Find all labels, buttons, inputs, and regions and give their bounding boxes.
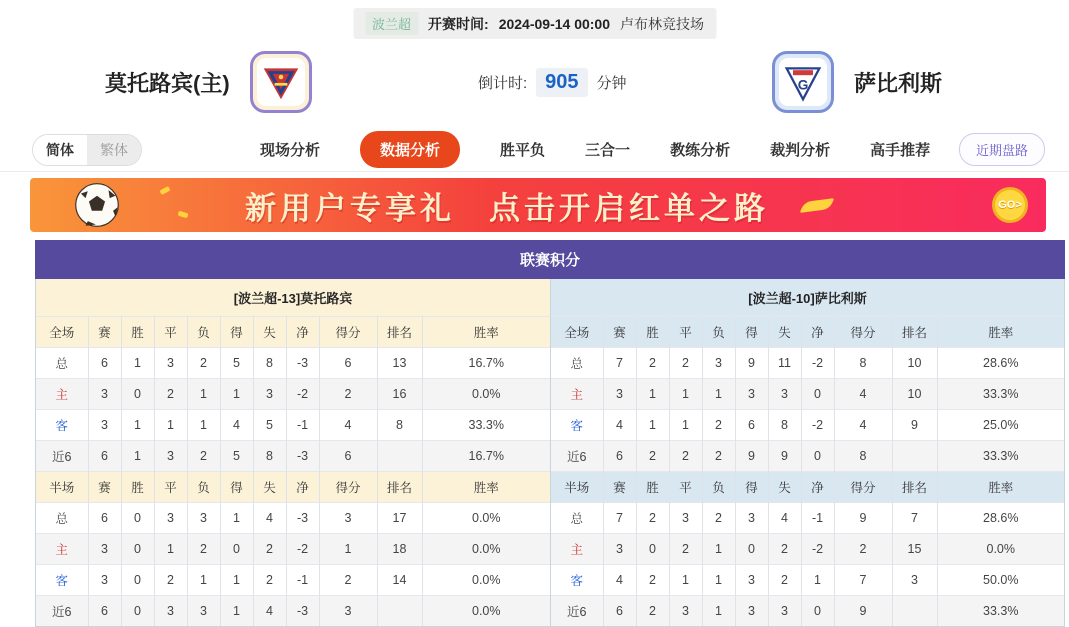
- home-table-header: [波兰超-13]莫托路宾: [36, 279, 550, 317]
- stat-cell: 1: [220, 503, 253, 534]
- home-team-name: 莫托路宾(主): [105, 70, 230, 96]
- league-points-section: [35, 240, 1065, 627]
- stat-cell: 1: [154, 410, 187, 441]
- home-team-table: [36, 279, 550, 626]
- away-team-logo: [772, 51, 834, 113]
- stat-cell: 16.7%: [422, 348, 550, 379]
- stat-cell: 2: [253, 565, 286, 596]
- stat-cell: 2: [834, 534, 892, 565]
- stat-cell: 13: [377, 348, 422, 379]
- column-header: 排名: [377, 317, 422, 348]
- table-row: [551, 441, 1064, 472]
- column-header: 净: [801, 472, 834, 503]
- banner-headline-left: 新用户专享礼: [245, 190, 455, 226]
- nav-tab-1[interactable]: 数据分析: [360, 131, 460, 168]
- stat-cell: -2: [286, 534, 319, 565]
- column-header: 半场: [36, 472, 88, 503]
- stat-cell: 0.0%: [422, 534, 550, 565]
- banner-headline: [245, 183, 831, 228]
- column-header: 得: [220, 317, 253, 348]
- table-row: [36, 596, 550, 627]
- stat-cell: 3: [187, 596, 220, 627]
- stat-cell: 1: [319, 534, 377, 565]
- stat-cell: 1: [220, 565, 253, 596]
- stat-cell: 0: [636, 534, 669, 565]
- stat-cell: 3: [892, 565, 937, 596]
- go-button[interactable]: GO>: [992, 187, 1028, 223]
- venue-name: 卢布林竞技场: [620, 15, 704, 32]
- kickoff-time: 2024-09-14 00:00: [498, 15, 610, 32]
- stat-cell: 2: [319, 565, 377, 596]
- stat-cell: 28.6%: [937, 348, 1064, 379]
- nav-tab-4[interactable]: 教练分析: [670, 142, 731, 159]
- row-label: 总: [551, 348, 603, 379]
- column-header: 净: [286, 317, 319, 348]
- stat-cell: 6: [88, 441, 121, 472]
- column-header: 平: [669, 472, 702, 503]
- stat-cell: -2: [286, 379, 319, 410]
- stat-cell: 1: [702, 534, 735, 565]
- column-header: 赛: [603, 472, 636, 503]
- stat-cell: 6: [88, 596, 121, 627]
- confetti-decoration: [177, 211, 188, 219]
- stat-cell: 2: [154, 379, 187, 410]
- stat-cell: 5: [220, 441, 253, 472]
- stat-cell: 4: [603, 410, 636, 441]
- stat-cell: 1: [636, 379, 669, 410]
- stat-cell: 10: [892, 379, 937, 410]
- stat-cell: 9: [768, 441, 801, 472]
- column-header: 平: [154, 317, 187, 348]
- stat-cell: 0: [121, 534, 154, 565]
- column-header: 负: [702, 317, 735, 348]
- row-label: 近6: [36, 596, 88, 627]
- stat-cell: 7: [834, 565, 892, 596]
- stat-cell: 1: [669, 565, 702, 596]
- league-table-halves: [35, 279, 1065, 627]
- row-label: 主: [36, 534, 88, 565]
- stat-cell: 16: [377, 379, 422, 410]
- home-stats-table: [36, 279, 550, 626]
- stat-cell: 4: [253, 503, 286, 534]
- row-label: 主: [551, 534, 603, 565]
- stat-cell: 0.0%: [422, 379, 550, 410]
- stat-cell: 2: [669, 534, 702, 565]
- stat-cell: 4: [768, 503, 801, 534]
- stat-cell: 0.0%: [422, 565, 550, 596]
- stat-cell: 6: [88, 503, 121, 534]
- column-header: 排名: [892, 472, 937, 503]
- column-header: 得: [220, 472, 253, 503]
- stat-cell: 10: [892, 348, 937, 379]
- stat-cell: 2: [702, 410, 735, 441]
- stat-cell: [377, 596, 422, 627]
- countdown-value: 905: [536, 68, 587, 97]
- stat-cell: 3: [735, 565, 768, 596]
- column-header: 失: [253, 317, 286, 348]
- stat-cell: 2: [636, 503, 669, 534]
- stat-cell: 3: [88, 410, 121, 441]
- stat-cell: 8: [253, 348, 286, 379]
- table-row: [36, 503, 550, 534]
- stat-cell: -3: [286, 348, 319, 379]
- column-header: 赛: [88, 472, 121, 503]
- stat-cell: 0.0%: [422, 596, 550, 627]
- table-row: [36, 348, 550, 379]
- column-header: 胜: [121, 317, 154, 348]
- stat-cell: 2: [154, 565, 187, 596]
- nav-tab-6[interactable]: 高手推荐: [870, 142, 931, 159]
- row-label: 近6: [36, 441, 88, 472]
- column-header: 胜: [636, 317, 669, 348]
- stat-cell: -1: [286, 565, 319, 596]
- table-row: [551, 379, 1064, 410]
- stat-cell: 1: [121, 410, 154, 441]
- table-row: [36, 410, 550, 441]
- stat-cell: 2: [768, 565, 801, 596]
- swoosh-decoration: [800, 198, 835, 213]
- column-header: 得分: [834, 317, 892, 348]
- column-header: 赛: [88, 317, 121, 348]
- stat-cell: 17: [377, 503, 422, 534]
- away-stats-table: [551, 279, 1064, 626]
- away-crest-icon: [779, 58, 827, 106]
- stat-cell: 1: [669, 410, 702, 441]
- row-label: 近6: [551, 441, 603, 472]
- stat-cell: 15: [892, 534, 937, 565]
- stat-cell: -2: [801, 348, 834, 379]
- stat-cell: 9: [735, 441, 768, 472]
- stat-cell: 4: [834, 410, 892, 441]
- stat-cell: -2: [801, 534, 834, 565]
- stat-cell: 3: [735, 596, 768, 627]
- stat-cell: 3: [88, 565, 121, 596]
- kickoff-bar: [353, 8, 716, 39]
- column-header: 得分: [319, 472, 377, 503]
- nav-tab-5[interactable]: 裁判分析: [770, 142, 831, 159]
- away-team-block: [772, 42, 942, 122]
- stat-cell: 8: [834, 441, 892, 472]
- language-toggle: [32, 134, 142, 166]
- stat-cell: 4: [319, 410, 377, 441]
- stat-cell: 3: [669, 596, 702, 627]
- stat-cell: 3: [154, 596, 187, 627]
- stat-cell: 3: [154, 503, 187, 534]
- stat-cell: 0: [801, 379, 834, 410]
- stat-cell: 2: [187, 534, 220, 565]
- table-row: [551, 565, 1064, 596]
- stat-cell: 3: [768, 596, 801, 627]
- stat-cell: 3: [253, 379, 286, 410]
- stat-cell: 3: [187, 503, 220, 534]
- column-header: 净: [286, 472, 319, 503]
- column-header: 赛: [603, 317, 636, 348]
- stat-cell: 0: [121, 503, 154, 534]
- stat-cell: 2: [636, 348, 669, 379]
- away-table-header: [波兰超-10]萨比利斯: [551, 279, 1064, 317]
- stat-cell: 1: [154, 534, 187, 565]
- stat-cell: 1: [702, 565, 735, 596]
- stat-cell: 0: [735, 534, 768, 565]
- table-row: [551, 410, 1064, 441]
- away-team-name: 萨比利斯: [854, 70, 943, 96]
- match-header: [0, 42, 1069, 122]
- row-label: 总: [36, 348, 88, 379]
- row-label: 客: [551, 565, 603, 596]
- nav-bar: [0, 128, 1069, 172]
- stat-cell: 1: [702, 379, 735, 410]
- stat-cell: 1: [187, 379, 220, 410]
- stat-cell: 6: [88, 348, 121, 379]
- column-header: 胜率: [937, 317, 1064, 348]
- stat-cell: 3: [88, 534, 121, 565]
- stat-cell: -3: [286, 503, 319, 534]
- column-header: 胜率: [937, 472, 1064, 503]
- stat-cell: 50.0%: [937, 565, 1064, 596]
- home-crest-icon: [257, 58, 305, 106]
- stat-cell: 3: [603, 379, 636, 410]
- stat-cell: 9: [834, 596, 892, 627]
- stat-cell: 1: [801, 565, 834, 596]
- table-row: [36, 565, 550, 596]
- stat-cell: 2: [319, 379, 377, 410]
- stat-cell: 3: [319, 503, 377, 534]
- stat-cell: 8: [768, 410, 801, 441]
- stat-cell: 14: [377, 565, 422, 596]
- row-label: 总: [36, 503, 88, 534]
- stat-cell: 6: [319, 348, 377, 379]
- stat-cell: 11: [768, 348, 801, 379]
- stat-cell: 3: [669, 503, 702, 534]
- stat-cell: 1: [187, 565, 220, 596]
- stat-cell: 6: [735, 410, 768, 441]
- nav-tabs: [260, 131, 930, 168]
- promo-banner[interactable]: [30, 178, 1046, 232]
- nav-tab-0[interactable]: 现场分析: [260, 142, 321, 159]
- league-badge: 波兰超: [365, 12, 418, 35]
- stat-cell: 3: [319, 596, 377, 627]
- away-team-table: [550, 279, 1064, 626]
- stat-cell: 3: [702, 348, 735, 379]
- stat-cell: 6: [603, 596, 636, 627]
- row-label: 客: [36, 410, 88, 441]
- column-header: 全场: [551, 317, 603, 348]
- column-header: 排名: [377, 472, 422, 503]
- stat-cell: 1: [702, 596, 735, 627]
- column-header: 胜率: [422, 472, 550, 503]
- stat-cell: -3: [286, 441, 319, 472]
- stat-cell: 7: [892, 503, 937, 534]
- stat-cell: 1: [669, 379, 702, 410]
- stat-cell: 3: [154, 348, 187, 379]
- nav-tab-3[interactable]: 三合一: [585, 142, 631, 159]
- stat-cell: 2: [187, 441, 220, 472]
- column-header: 得: [735, 472, 768, 503]
- stat-cell: [892, 596, 937, 627]
- table-row: [36, 379, 550, 410]
- stat-cell: 2: [768, 534, 801, 565]
- column-header: 排名: [892, 317, 937, 348]
- row-label: 总: [551, 503, 603, 534]
- lang-traditional-button[interactable]: 繁体: [87, 135, 141, 165]
- column-header: 胜率: [422, 317, 550, 348]
- stat-cell: -3: [286, 596, 319, 627]
- countdown-label: 倒计时:: [478, 74, 528, 92]
- table-title: 联赛积分: [35, 240, 1065, 279]
- stat-cell: 9: [735, 348, 768, 379]
- row-label: 客: [551, 410, 603, 441]
- stat-cell: [377, 441, 422, 472]
- stat-cell: 3: [735, 379, 768, 410]
- row-label: 主: [36, 379, 88, 410]
- svg-text:G: G: [797, 77, 809, 93]
- stat-cell: 2: [636, 441, 669, 472]
- column-header: 半场: [551, 472, 603, 503]
- stat-cell: 0: [121, 565, 154, 596]
- stat-cell: 33.3%: [937, 441, 1064, 472]
- column-header: 得: [735, 317, 768, 348]
- soccer-ball-icon: [74, 182, 120, 232]
- stat-cell: 16.7%: [422, 441, 550, 472]
- stat-cell: 0.0%: [422, 503, 550, 534]
- stat-cell: 2: [187, 348, 220, 379]
- table-row: [551, 596, 1064, 627]
- stat-cell: 7: [603, 503, 636, 534]
- stat-cell: 3: [154, 441, 187, 472]
- stat-cell: 0: [121, 596, 154, 627]
- stat-cell: 2: [702, 441, 735, 472]
- stat-cell: 9: [892, 410, 937, 441]
- stat-cell: 0: [801, 596, 834, 627]
- column-header: 净: [801, 317, 834, 348]
- stat-cell: 2: [636, 565, 669, 596]
- stat-cell: 4: [220, 410, 253, 441]
- stat-cell: 28.6%: [937, 503, 1064, 534]
- table-row: [551, 348, 1064, 379]
- stat-cell: 1: [220, 379, 253, 410]
- stat-cell: 8: [834, 348, 892, 379]
- column-header: 胜: [636, 472, 669, 503]
- stat-cell: [892, 441, 937, 472]
- stat-cell: 1: [220, 596, 253, 627]
- column-header-row: [36, 472, 550, 503]
- column-header-row: [551, 317, 1064, 348]
- stat-cell: 1: [187, 410, 220, 441]
- row-label: 主: [551, 379, 603, 410]
- column-header: 平: [154, 472, 187, 503]
- confetti-decoration: [159, 186, 170, 195]
- nav-tab-2[interactable]: 胜平负: [500, 142, 546, 159]
- stat-cell: 6: [603, 441, 636, 472]
- stat-cell: 1: [121, 441, 154, 472]
- column-header: 负: [187, 317, 220, 348]
- home-team-block: [105, 42, 312, 122]
- stat-cell: 2: [253, 534, 286, 565]
- stat-cell: 33.3%: [422, 410, 550, 441]
- stat-cell: 4: [253, 596, 286, 627]
- stat-cell: 5: [253, 410, 286, 441]
- stat-cell: 25.0%: [937, 410, 1064, 441]
- stat-cell: 4: [834, 379, 892, 410]
- column-header: 平: [669, 317, 702, 348]
- stat-cell: 8: [377, 410, 422, 441]
- stat-cell: 2: [669, 348, 702, 379]
- stat-cell: 0: [220, 534, 253, 565]
- column-header: 全场: [36, 317, 88, 348]
- stat-cell: 2: [636, 596, 669, 627]
- stat-cell: -1: [801, 503, 834, 534]
- stat-cell: 6: [319, 441, 377, 472]
- stat-cell: 0: [801, 441, 834, 472]
- table-row: [551, 503, 1064, 534]
- stat-cell: 33.3%: [937, 596, 1064, 627]
- stat-cell: 3: [768, 379, 801, 410]
- column-header: 失: [768, 317, 801, 348]
- column-header-row: [36, 317, 550, 348]
- recent-odds-button[interactable]: 近期盘路: [959, 133, 1045, 166]
- column-header: 得分: [319, 317, 377, 348]
- table-row: [36, 441, 550, 472]
- column-header: 负: [187, 472, 220, 503]
- stat-cell: 8: [253, 441, 286, 472]
- stat-cell: 3: [603, 534, 636, 565]
- stat-cell: 2: [669, 441, 702, 472]
- stat-cell: -1: [286, 410, 319, 441]
- stat-cell: 3: [88, 379, 121, 410]
- column-header: 胜: [121, 472, 154, 503]
- column-header: 负: [702, 472, 735, 503]
- stat-cell: 1: [121, 348, 154, 379]
- stat-cell: 4: [603, 565, 636, 596]
- stat-cell: -2: [801, 410, 834, 441]
- stat-cell: 0.0%: [937, 534, 1064, 565]
- column-header: 得分: [834, 472, 892, 503]
- stat-cell: 9: [834, 503, 892, 534]
- countdown-unit: 分钟: [596, 74, 627, 92]
- table-row: [551, 534, 1064, 565]
- row-label: 客: [36, 565, 88, 596]
- stat-cell: 18: [377, 534, 422, 565]
- stat-cell: 3: [735, 503, 768, 534]
- home-team-logo: [250, 51, 312, 113]
- countdown-block: [478, 42, 627, 122]
- stat-cell: 33.3%: [937, 379, 1064, 410]
- stat-cell: 5: [220, 348, 253, 379]
- kickoff-label: 开赛时间:: [428, 15, 489, 32]
- column-header: 失: [253, 472, 286, 503]
- stat-cell: 1: [636, 410, 669, 441]
- table-row: [36, 534, 550, 565]
- stat-cell: 0: [121, 379, 154, 410]
- stat-cell: 2: [702, 503, 735, 534]
- row-label: 近6: [551, 596, 603, 627]
- banner-headline-right: 点击开启红单之路: [489, 190, 769, 226]
- stat-cell: 7: [603, 348, 636, 379]
- lang-simplified-button[interactable]: 简体: [33, 135, 87, 165]
- column-header: 失: [768, 472, 801, 503]
- column-header-row: [551, 472, 1064, 503]
